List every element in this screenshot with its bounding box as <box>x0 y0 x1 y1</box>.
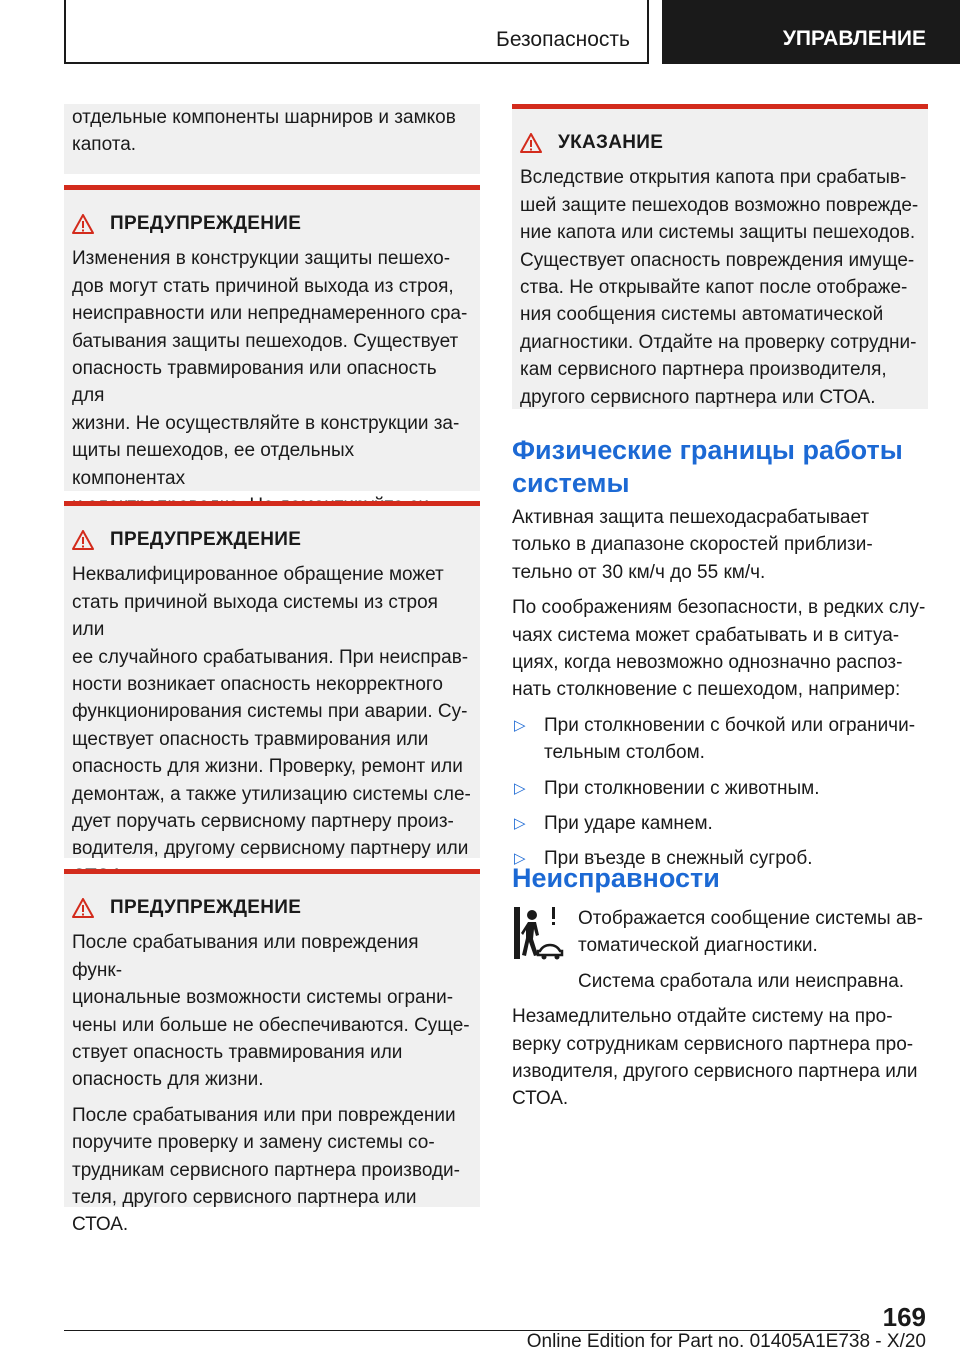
warning-title <box>72 210 472 237</box>
warning-line: СТОА. <box>72 1214 129 1236</box>
bullet-text: При ударе камнем. <box>544 813 713 835</box>
warning-box-1 <box>64 185 480 491</box>
faults-line: изводителя, другого сервисного партнера или <box>512 1061 918 1083</box>
bullet-item <box>512 712 928 767</box>
warning-box-3 <box>64 869 480 1236</box>
note-box <box>512 104 928 409</box>
limits-line: Активная защита пешеходасрабатывает <box>512 507 870 528</box>
bullet-item <box>512 810 928 837</box>
bullet-text: При столкновении с животным. <box>544 777 820 799</box>
limits-section <box>512 434 928 873</box>
faults-heading: Неисправности <box>512 863 720 893</box>
warning-line: После срабатывания или при повреждении <box>72 1104 456 1126</box>
bullet-item <box>512 775 928 802</box>
limits-line: По соображениям безопасности, в редких слу- <box>512 597 926 619</box>
note-line: ства. Не открывайте капот после отображе- <box>520 277 908 299</box>
limits-line: чаях система может срабатывать и в ситуа- <box>512 624 900 646</box>
bullet-text: тельным столбом. <box>544 742 705 764</box>
warning-line: Неквалифицированное обращение может <box>72 564 444 586</box>
warning-line: жизни. Не осуществляйте в конструкции за- <box>72 412 460 434</box>
warning-line: водителя, другому сервисному партнеру или <box>72 838 469 860</box>
warning-line: чены или больше не обеспечиваются. Суще- <box>72 1014 470 1036</box>
warning-line: ности возникает опасность некорректного <box>72 674 444 696</box>
warning-line: дов могут стать причиной выхода из строя, <box>72 275 454 297</box>
limits-line: циях, когда невозможно однозначно распоз- <box>512 652 903 674</box>
warning-box-2 <box>64 501 480 858</box>
pedestrian-protection-icon <box>512 905 564 961</box>
warning-triangle-icon <box>72 898 94 918</box>
header-chapter-tab[interactable]: УПРАВЛЕНИЕ <box>662 0 960 64</box>
note-line: Существует опасность повреждения имуще- <box>520 249 915 271</box>
warning-line: батывания защиты пешеходов. Существует <box>72 330 459 352</box>
warning-line: стать причиной выхода системы из строя или <box>72 591 438 641</box>
page-number: 169 <box>882 1302 926 1332</box>
warning-line: Изменения в конструкции защиты пешехо- <box>72 248 451 270</box>
warning-title <box>72 894 472 921</box>
warning-line: циональные возможности системы ограни- <box>72 987 454 1009</box>
note-title <box>520 129 920 156</box>
bullet-triangle-icon: ▷ <box>514 716 526 734</box>
edition-text: Online Edition for Part no. 01405A1E738 - X/20 <box>526 1331 926 1352</box>
limits-heading-line: системы <box>512 468 630 498</box>
header-section-title: Безопасность <box>496 28 630 51</box>
warning-line: ществует опасность травмирования или <box>72 728 429 750</box>
warning-line: опасность для жизни. <box>72 1069 264 1091</box>
bullet-triangle-icon: ▷ <box>514 779 526 797</box>
bullet-text: При въезде в снежный сугроб. <box>544 848 813 870</box>
note-line: ния сообщения системы автоматической <box>520 304 884 326</box>
warning-line: демонтаж, а также утилизацию системы сле- <box>72 783 471 805</box>
limits-para-2 <box>512 594 928 704</box>
warning-triangle-icon <box>72 214 94 234</box>
warning-title-text: ПРЕДУПРЕЖДЕНИЕ <box>110 529 302 550</box>
header-divider <box>647 0 649 64</box>
faults-line: СТОА. <box>512 1088 569 1110</box>
warning-line: дует поручать сервисному партнеру произ- <box>72 811 454 833</box>
note-line: шей защите пешеходов возможно поврежде- <box>520 194 919 216</box>
note-line: Вследствие открытия капота при срабатыв- <box>520 167 907 189</box>
note-title-text: УКАЗАНИЕ <box>558 132 664 153</box>
warning-line: неисправности или непреднамеренного сра- <box>72 303 468 325</box>
limits-heading <box>512 434 928 500</box>
faults-icon-text: томатической диагностики. <box>578 935 818 957</box>
note-line: другого сервисного партнера или СТОА. <box>520 386 876 408</box>
warning-line: опасность травмирования или опасность для <box>72 358 437 407</box>
warning-line: ее случайного срабатывания. При неисправ- <box>72 646 469 668</box>
warning-line: щиты пешеходов, ее отдельных компонентах <box>72 440 355 489</box>
warning-line: опасность для жизни. Проверку, ремонт или <box>72 756 463 778</box>
warning-title-text: ПРЕДУПРЕЖДЕНИЕ <box>110 897 302 918</box>
limits-line: нать столкновение с пешеходом, например: <box>512 679 901 701</box>
limits-line: тельно от 30 км/ч до 55 км/ч. <box>512 561 766 583</box>
warning-triangle-icon <box>72 530 94 550</box>
bullet-text: При столкновении с бочкой или ограничи- <box>544 714 916 736</box>
warning-line: функционирования системы при аварии. Су- <box>72 701 468 723</box>
intro-box <box>64 104 480 174</box>
note-line: ние капота или системы защиты пешеходов. <box>520 222 916 244</box>
bullet-triangle-icon: ▷ <box>514 850 526 868</box>
faults-icon-text: Отображается сообщение системы ав- <box>578 908 923 929</box>
header-bottom-line <box>64 62 649 64</box>
bullet-triangle-icon: ▷ <box>514 815 526 833</box>
note-line: кам сервисного партнера производителя, <box>520 359 887 381</box>
limits-heading-line: Физические границы работы <box>512 435 903 465</box>
intro-line: капота. <box>72 134 137 156</box>
note-line: диагностики. Отдайте на проверку сотрудни- <box>520 331 917 353</box>
warning-line: трудникам сервисного партнера производи- <box>72 1159 460 1181</box>
warning-title <box>72 526 472 553</box>
faults-icon-row <box>512 905 928 995</box>
faults-para <box>512 1003 928 1113</box>
warning-line: поручите проверку и замену системы со- <box>72 1132 435 1154</box>
warning-line: После срабатывания или повреждения функ- <box>72 932 419 981</box>
limits-para-1 <box>512 504 928 586</box>
intro-line: отдельные компоненты шарниров и замков <box>72 107 456 128</box>
warning-line: ствует опасность травмирования или <box>72 1042 403 1064</box>
header-left-line <box>64 0 66 64</box>
faults-line: верку сотрудникам сервисного партнера про- <box>512 1033 914 1055</box>
warning-title-text: ПРЕДУПРЕЖДЕНИЕ <box>110 213 302 234</box>
faults-line: Незамедлительно отдайте систему на про- <box>512 1006 893 1028</box>
warning-line: теля, другого сервисного партнера или <box>72 1187 417 1209</box>
faults-status: Система сработала или неисправна. <box>578 970 905 992</box>
limits-line: только в диапазоне скоростей приблизи- <box>512 534 873 556</box>
faults-section <box>512 862 928 1113</box>
warning-triangle-icon <box>520 133 542 153</box>
